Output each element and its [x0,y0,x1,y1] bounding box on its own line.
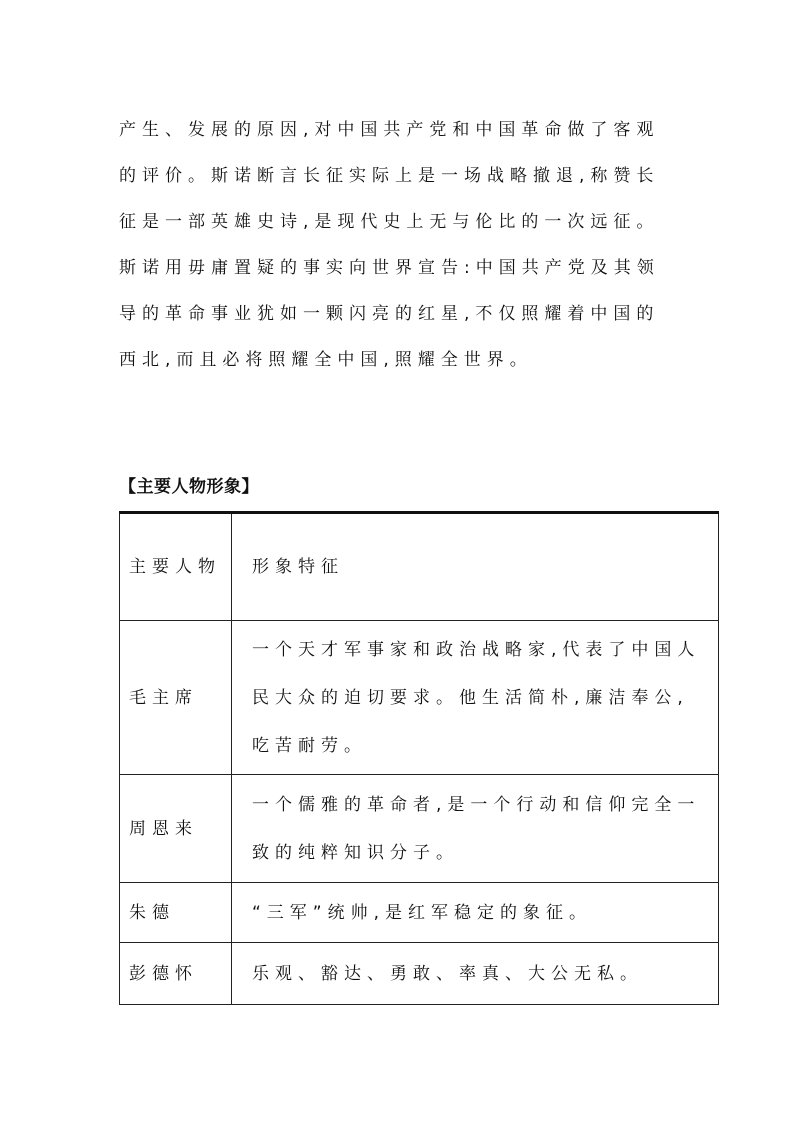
paragraph-line: 西北,而且必将照耀全中国,照耀全世界。 [119,350,533,370]
paragraph-line: 的评价。斯诺断言长征实际上是一场战略撤退,称赞长 [119,166,660,186]
paragraph-line: 斯诺用毋庸置疑的事实向世界宣告:中国共产党及其领 [119,258,660,278]
table-row [120,621,719,775]
character-name-cell: 周恩来 [120,775,232,883]
table-row [120,943,719,1005]
character-trait-cell: 一个天才军事家和政治战略家,代表了中国人民大众的迫切要求。他生活简朴,廉洁奉公,吃苦耐劳。 [232,621,719,775]
table-row [120,775,719,883]
paragraph-line: 征是一部英雄史诗,是现代史上无与伦比的一次远征。 [119,212,660,232]
paragraph-line: 产生、发展的原因,对中国共产党和中国革命做了客观 [119,120,660,140]
character-name-cell: 朱德 [120,883,232,943]
character-trait-cell: “三军”统帅,是红军稳定的象征。 [232,883,719,943]
header-cell-character: 主要人物 [120,513,232,621]
character-table [119,511,719,1005]
character-trait-cell: 一个儒雅的革命者,是一个行动和信仰完全一致的纯粹知识分子。 [232,775,719,883]
section-title: 【主要人物形象】 [119,477,259,497]
character-trait-cell: 乐观、豁达、勇敢、率真、大公无私。 [232,943,719,1005]
body-paragraph [119,112,679,388]
table-row [120,883,719,943]
table-header-row [120,513,719,621]
character-name-cell: 彭德怀 [120,943,232,1005]
header-cell-traits: 形象特征 [232,513,719,621]
paragraph-line: 导的革命事业犹如一颗闪亮的红星,不仅照耀着中国的 [119,304,660,324]
character-name-cell: 毛主席 [120,621,232,775]
